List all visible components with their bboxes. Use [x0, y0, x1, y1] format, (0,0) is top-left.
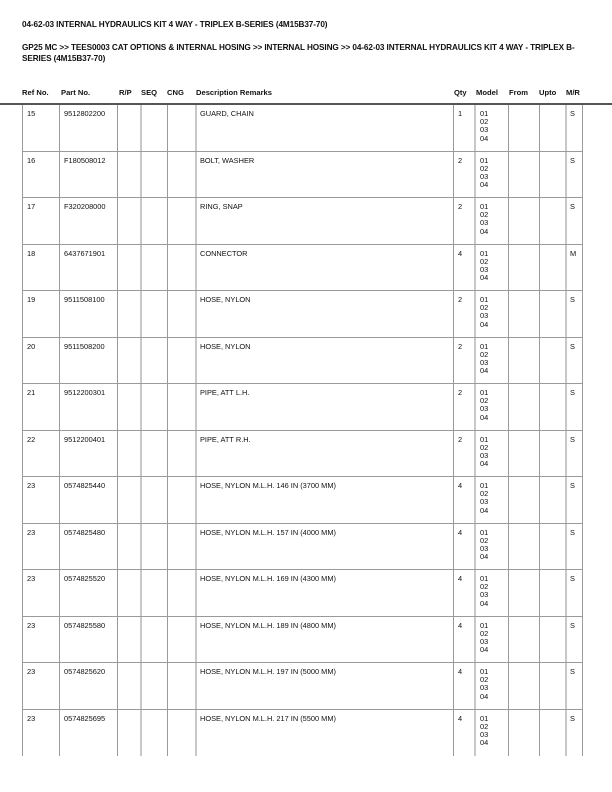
model-code: 03 [480, 497, 489, 507]
ref-no-cell: 23 [27, 667, 36, 676]
header-from: From [509, 88, 528, 97]
model-cell [480, 296, 488, 329]
model-code: 01 [480, 667, 489, 676]
model-code: 02 [480, 396, 489, 406]
table-row [22, 152, 583, 199]
model-code: 01 [480, 341, 489, 351]
model-code: 02 [480, 721, 489, 731]
model-cell [480, 668, 488, 701]
ref-no-cell: 20 [27, 341, 36, 351]
description-cell: PIPE, ATT R.H. [200, 434, 251, 444]
header-cng: CNG [167, 88, 184, 97]
model-cell [480, 575, 488, 608]
qty-cell: 4 [458, 574, 463, 583]
description-cell: CONNECTOR [200, 248, 248, 258]
mr-cell: S [570, 620, 575, 630]
model-code: 04 [480, 505, 489, 515]
model-cell [480, 715, 488, 748]
qty-cell: 4 [458, 667, 463, 676]
mr-cell: S [570, 527, 575, 537]
table-row [22, 384, 583, 431]
model-code: 03 [480, 264, 489, 274]
model-code: 01 [480, 388, 489, 397]
page-title: 04-62-03 INTERNAL HYDRAULICS KIT 4 WAY - TRIPLEX B-SERIES (4M15B37-70) [22, 20, 328, 29]
qty-cell: 2 [458, 434, 463, 444]
part-no-cell: 9512200401 [64, 434, 106, 444]
model-code: 01 [480, 434, 489, 444]
model-code: 01 [480, 574, 489, 583]
ref-no-cell: 17 [27, 202, 36, 211]
model-code: 03 [480, 543, 489, 553]
table-row [22, 245, 583, 292]
model-code: 01 [480, 481, 489, 490]
ref-no-cell: 23 [27, 620, 36, 630]
table-row [22, 710, 583, 757]
model-code: 02 [480, 256, 489, 266]
model-code: 04 [480, 226, 489, 236]
header-model: Model [476, 88, 498, 97]
description-cell: HOSE, NYLON [200, 295, 251, 304]
mr-cell: S [570, 155, 575, 165]
description-cell: HOSE, NYLON M.L.H. 217 IN (5500 MM) [200, 713, 336, 723]
header-qty: Qty [454, 88, 467, 97]
qty-cell: 1 [458, 109, 463, 118]
description-cell: PIPE, ATT L.H. [200, 388, 250, 397]
model-code: 04 [480, 459, 489, 469]
model-code: 04 [480, 319, 489, 329]
description-cell: HOSE, NYLON M.L.H. 169 IN (4300 MM) [200, 574, 336, 583]
model-code: 02 [480, 535, 489, 545]
model-code: 04 [480, 598, 489, 608]
model-code: 03 [480, 311, 489, 321]
mr-cell: S [570, 109, 575, 118]
model-code: 04 [480, 180, 489, 190]
ref-no-cell: 23 [27, 713, 36, 723]
qty-cell: 2 [458, 388, 463, 397]
model-code: 04 [480, 691, 489, 701]
model-code: 03 [480, 125, 489, 135]
model-code: 04 [480, 738, 489, 748]
model-code: 02 [480, 303, 489, 313]
ref-no-cell: 16 [27, 155, 36, 165]
qty-cell: 4 [458, 713, 463, 723]
model-cell [480, 482, 488, 515]
description-cell: BOLT, WASHER [200, 155, 255, 165]
part-no-cell: 0574825520 [64, 574, 106, 583]
model-cell [480, 250, 488, 283]
qty-cell: 4 [458, 620, 463, 630]
header-rp: R/P [119, 88, 132, 97]
model-code: 04 [480, 412, 489, 422]
model-code: 04 [480, 273, 489, 283]
model-code: 02 [480, 163, 489, 173]
model-code: 02 [480, 210, 489, 220]
qty-cell: 4 [458, 527, 463, 537]
model-code: 01 [480, 109, 489, 118]
ref-no-cell: 19 [27, 295, 36, 304]
model-code: 03 [480, 590, 489, 600]
description-cell: HOSE, NYLON [200, 341, 251, 351]
description-cell: RING, SNAP [200, 202, 243, 211]
model-code: 04 [480, 552, 489, 562]
part-no-cell: 9511508200 [64, 341, 105, 351]
model-cell [480, 203, 488, 236]
ref-no-cell: 15 [27, 109, 36, 118]
header-description: Description Remarks [196, 88, 272, 97]
description-cell: HOSE, NYLON M.L.H. 157 IN (4000 MM) [200, 527, 336, 537]
model-code: 04 [480, 645, 489, 655]
table-row [22, 570, 583, 617]
part-no-cell: 9512200301 [64, 388, 106, 397]
mr-cell: S [570, 574, 575, 583]
model-cell [480, 622, 488, 655]
model-code: 02 [480, 349, 489, 359]
model-code: 01 [480, 620, 489, 630]
table-row [22, 524, 583, 571]
model-code: 03 [480, 171, 489, 181]
model-code: 04 [480, 366, 489, 376]
qty-cell: 2 [458, 295, 463, 304]
model-code: 03 [480, 218, 489, 228]
part-no-cell: 0574825580 [64, 620, 106, 630]
part-no-cell: 0574825440 [64, 481, 106, 490]
qty-cell: 4 [458, 248, 463, 258]
description-cell: GUARD, CHAIN [200, 109, 254, 118]
table-row [22, 105, 583, 152]
model-code: 03 [480, 357, 489, 367]
part-no-cell: 9511508100 [64, 295, 105, 304]
model-code: 03 [480, 404, 489, 414]
mr-cell: S [570, 481, 575, 490]
ref-no-cell: 22 [27, 434, 36, 444]
model-code: 03 [480, 729, 489, 739]
model-code: 02 [480, 117, 489, 127]
model-code: 02 [480, 442, 489, 452]
model-cell [480, 343, 488, 376]
part-no-cell: 0574825695 [64, 713, 106, 723]
table-row [22, 617, 583, 664]
mr-cell: S [570, 713, 575, 723]
mr-cell: S [570, 434, 575, 444]
ref-no-cell: 18 [27, 248, 36, 258]
part-no-cell: F180508012 [64, 155, 106, 165]
header-part-no: Part No. [61, 88, 91, 97]
mr-cell: M [570, 248, 577, 258]
model-cell [480, 436, 488, 469]
header-mr: M/R [566, 88, 580, 97]
description-cell: HOSE, NYLON M.L.H. 146 IN (3700 MM) [200, 481, 336, 490]
model-code: 02 [480, 582, 489, 592]
model-code: 02 [480, 628, 489, 638]
model-cell [480, 110, 488, 143]
model-code: 01 [480, 295, 489, 304]
model-code: 01 [480, 713, 489, 723]
ref-no-cell: 21 [27, 388, 36, 397]
qty-cell: 4 [458, 481, 463, 490]
model-code: 02 [480, 675, 489, 685]
header-ref-no: Ref No. [22, 88, 49, 97]
model-cell [480, 389, 488, 422]
qty-cell: 2 [458, 155, 463, 165]
ref-no-cell: 23 [27, 574, 36, 583]
mr-cell: S [570, 388, 575, 397]
header-upto: Upto [539, 88, 557, 97]
table-row [22, 338, 583, 385]
part-no-cell: 9512802200 [64, 109, 106, 118]
table-row [22, 663, 583, 710]
description-cell: HOSE, NYLON M.L.H. 197 IN (5000 MM) [200, 667, 336, 676]
header-seq: SEQ [141, 88, 158, 97]
mr-cell: S [570, 667, 575, 676]
model-code: 01 [480, 248, 489, 258]
mr-cell: S [570, 341, 575, 351]
part-no-cell: F320208000 [64, 202, 106, 211]
qty-cell: 2 [458, 341, 463, 351]
ref-no-cell: 23 [27, 481, 36, 490]
model-cell [480, 529, 488, 562]
model-code: 01 [480, 155, 489, 165]
table-row [22, 477, 583, 524]
mr-cell: S [570, 202, 575, 211]
part-no-cell: 0574825480 [64, 527, 106, 537]
part-no-cell: 0574825620 [64, 667, 106, 676]
model-code: 03 [480, 636, 489, 646]
description-cell: HOSE, NYLON M.L.H. 189 IN (4800 MM) [200, 620, 336, 630]
model-cell [480, 157, 488, 190]
table-row [22, 291, 583, 338]
parts-table [22, 105, 583, 756]
model-code: 04 [480, 133, 489, 143]
model-code: 01 [480, 202, 489, 211]
mr-cell: S [570, 295, 575, 304]
model-code: 02 [480, 489, 489, 499]
part-no-cell: 6437671901 [64, 248, 106, 258]
model-code: 03 [480, 450, 489, 460]
breadcrumb: GP25 MC >> TEES0003 CAT OPTIONS & INTERNAL HOSING >> INTERNAL HOSING >> 04-62-03 INTERNAL HYDRAULICS KIT 4 WAY - TRIPLEX B-SERIES (4M15B37-70) [22, 43, 575, 63]
qty-cell: 2 [458, 202, 463, 211]
table-row [22, 198, 583, 245]
model-code: 03 [480, 683, 489, 693]
table-row [22, 431, 583, 478]
model-code: 01 [480, 527, 489, 537]
ref-no-cell: 23 [27, 527, 36, 537]
